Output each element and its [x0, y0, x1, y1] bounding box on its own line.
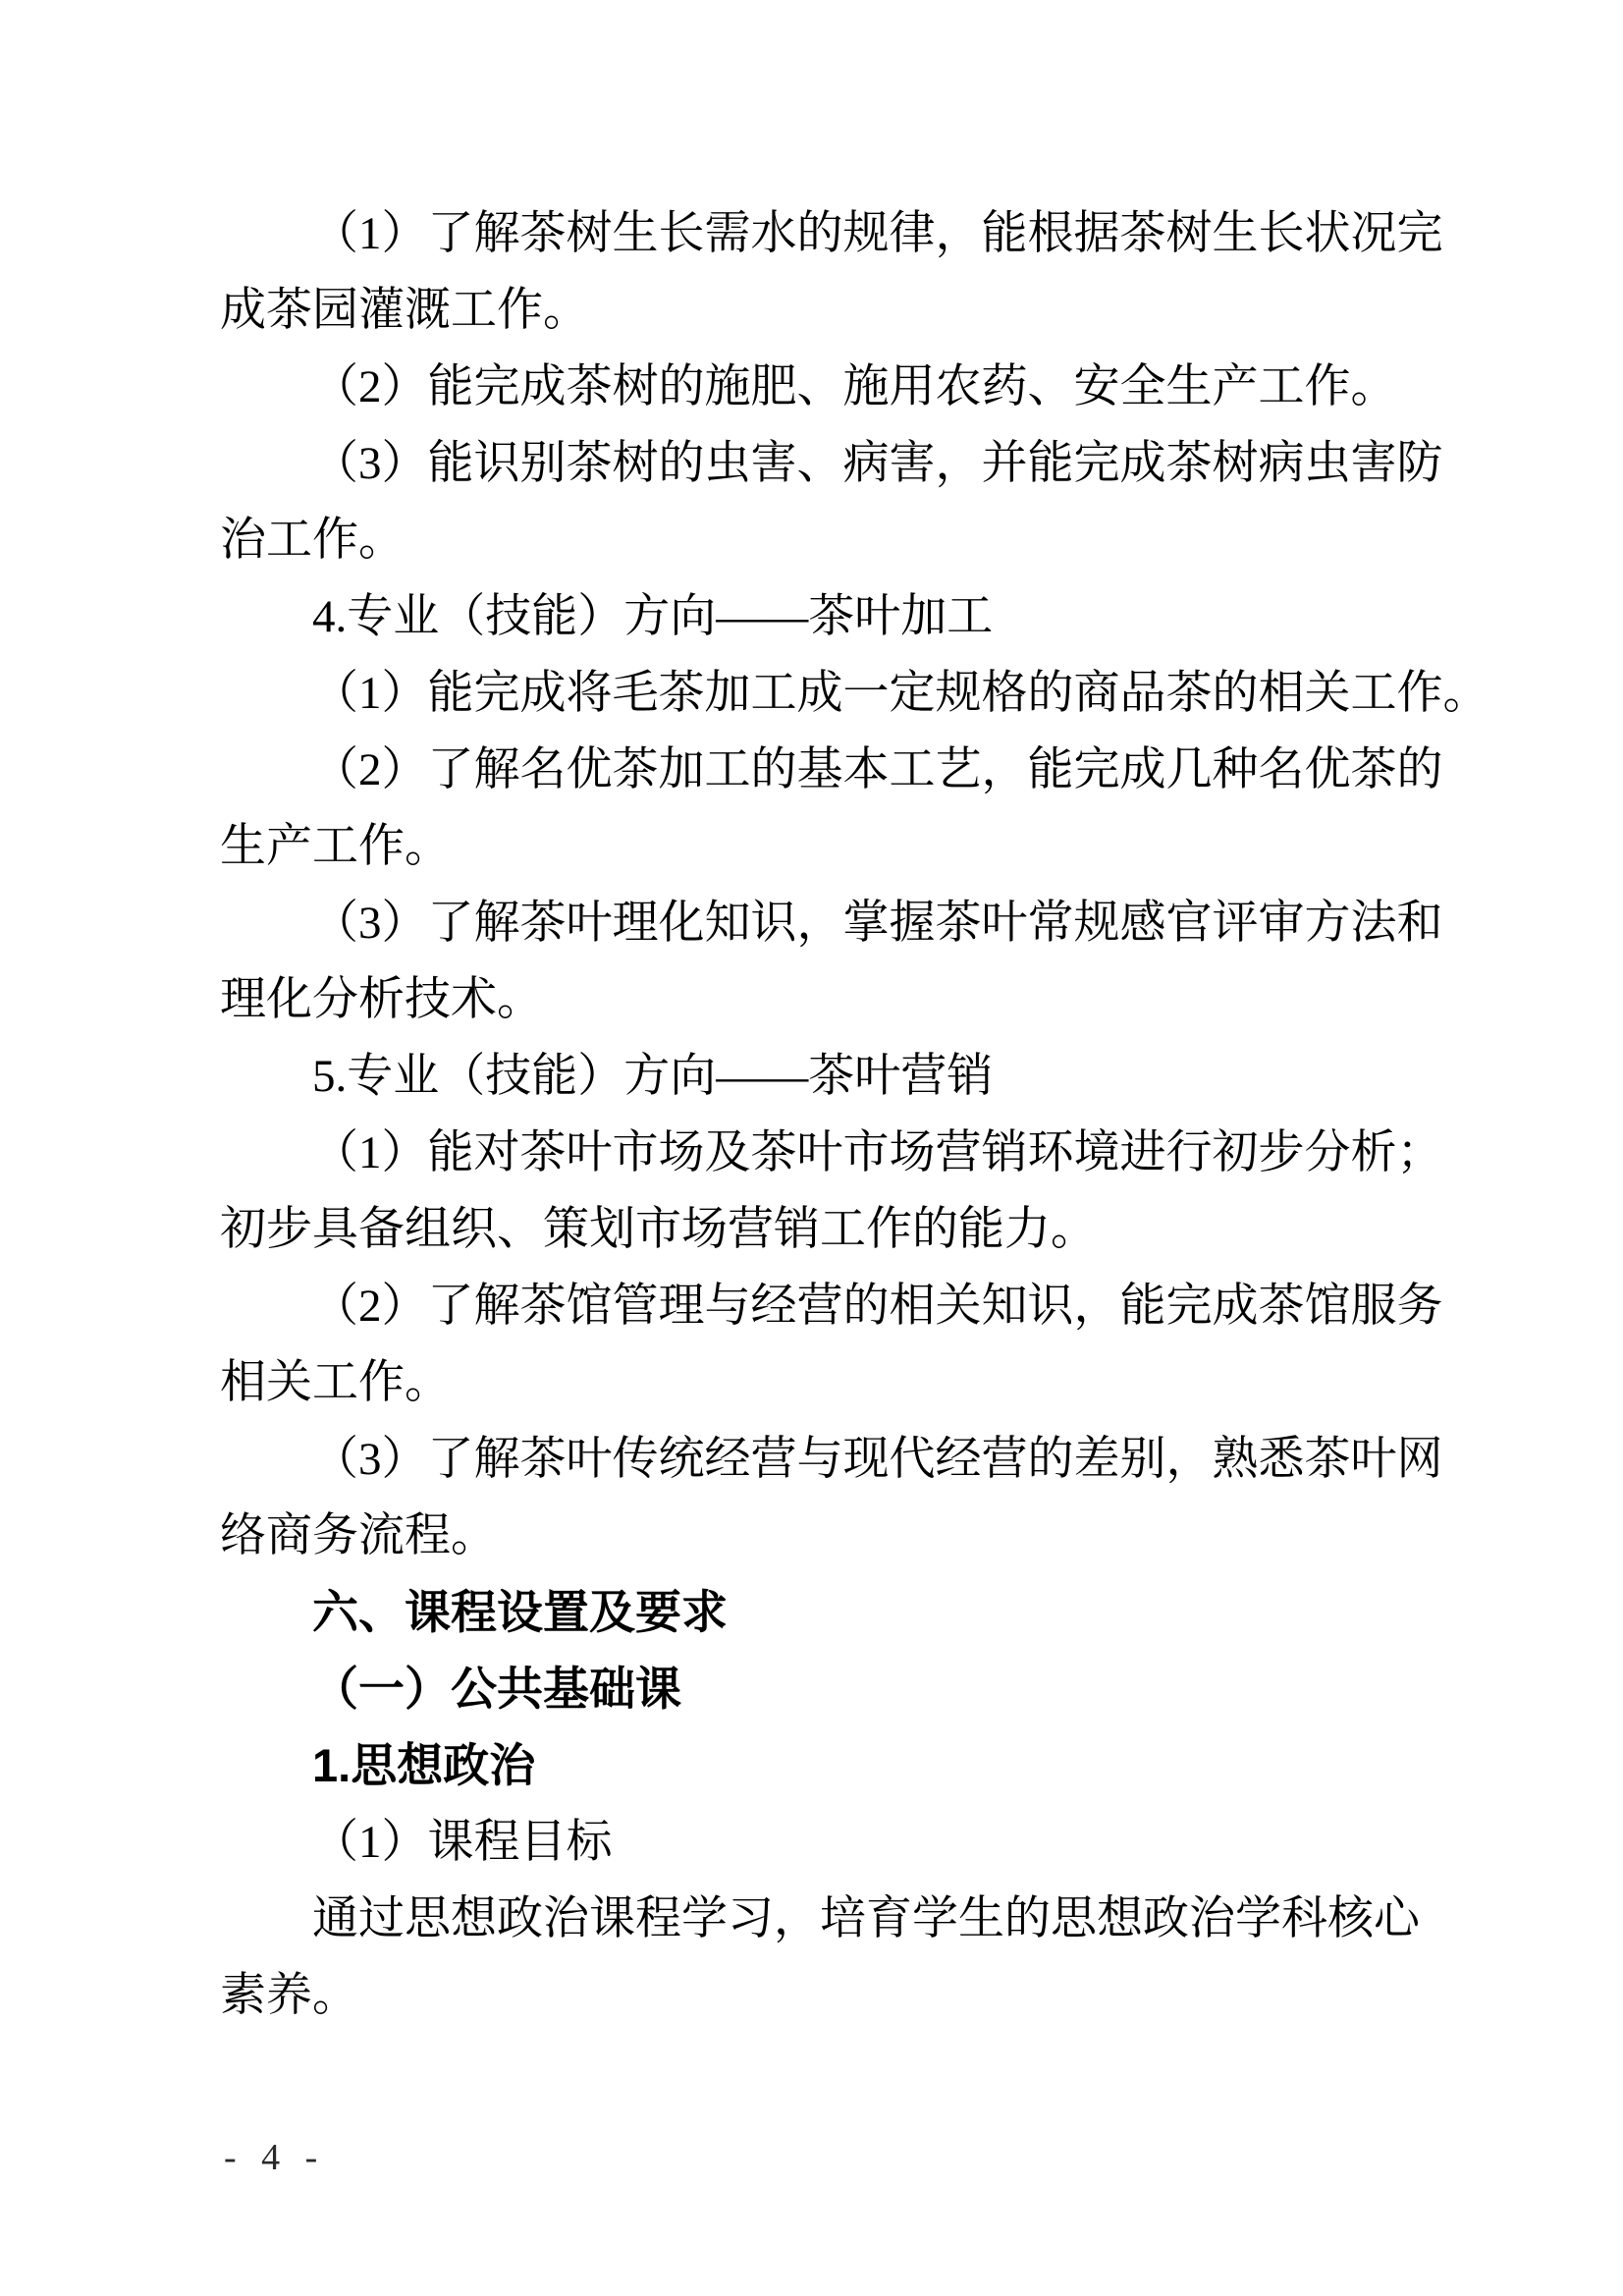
text-line: （2）了解茶馆管理与经营的相关知识，能完成茶馆服务: [312, 1281, 1443, 1332]
text-line: 4.专业（技能）方向——茶叶加工: [312, 591, 994, 642]
heading-line: 1.思想政治: [312, 1739, 536, 1791]
text-line: 络商务流程。: [220, 1510, 497, 1561]
text-line: （3）了解茶叶理化知识，掌握茶叶常规感官评审方法和: [312, 898, 1443, 949]
text-line: （2）能完成茶树的施肥、施用农药、安全生产工作。: [312, 361, 1397, 412]
document-body: [220, 195, 1489, 2034]
text-line: （1）了解茶树生长需水的规律，能根据茶树生长状况完: [312, 208, 1443, 259]
heading-line: （一）公共基础课: [312, 1663, 681, 1715]
text-line: （2）了解名优茶加工的基本工艺，能完成几种名优茶的: [312, 744, 1443, 795]
heading-line: 六、课程设置及要求: [312, 1586, 728, 1638]
text-line: 生产工作。: [220, 821, 451, 872]
text-line: 5.专业（技能）方向——茶叶营销: [312, 1051, 994, 1102]
text-line: 成茶园灌溉工作。: [220, 285, 589, 336]
text-line: （3）了解茶叶传统经营与现代经营的差别，熟悉茶叶网: [312, 1434, 1443, 1485]
page-number: - 4 -: [224, 2137, 321, 2178]
text-line: （1）能完成将毛茶加工成一定规格的商品茶的相关工作。: [312, 668, 1489, 719]
text-line: 初步具备组织、策划市场营销工作的能力。: [220, 1204, 1097, 1255]
text-line: （1）课程目标: [312, 1817, 613, 1868]
text-line: 相关工作。: [220, 1357, 451, 1408]
text-line: 素养。: [220, 1970, 358, 2021]
text-line: 治工作。: [220, 515, 405, 566]
text-line: 通过思想政治课程学习，培育学生的思想政治学科核心: [312, 1893, 1420, 1944]
text-line: （1）能对茶叶市场及茶叶市场营销环境进行初步分析；: [312, 1127, 1443, 1178]
text-line: 理化分析技术。: [220, 974, 543, 1025]
text-line: （3）能识别茶树的虫害、病害，并能完成茶树病虫害防: [312, 438, 1443, 489]
